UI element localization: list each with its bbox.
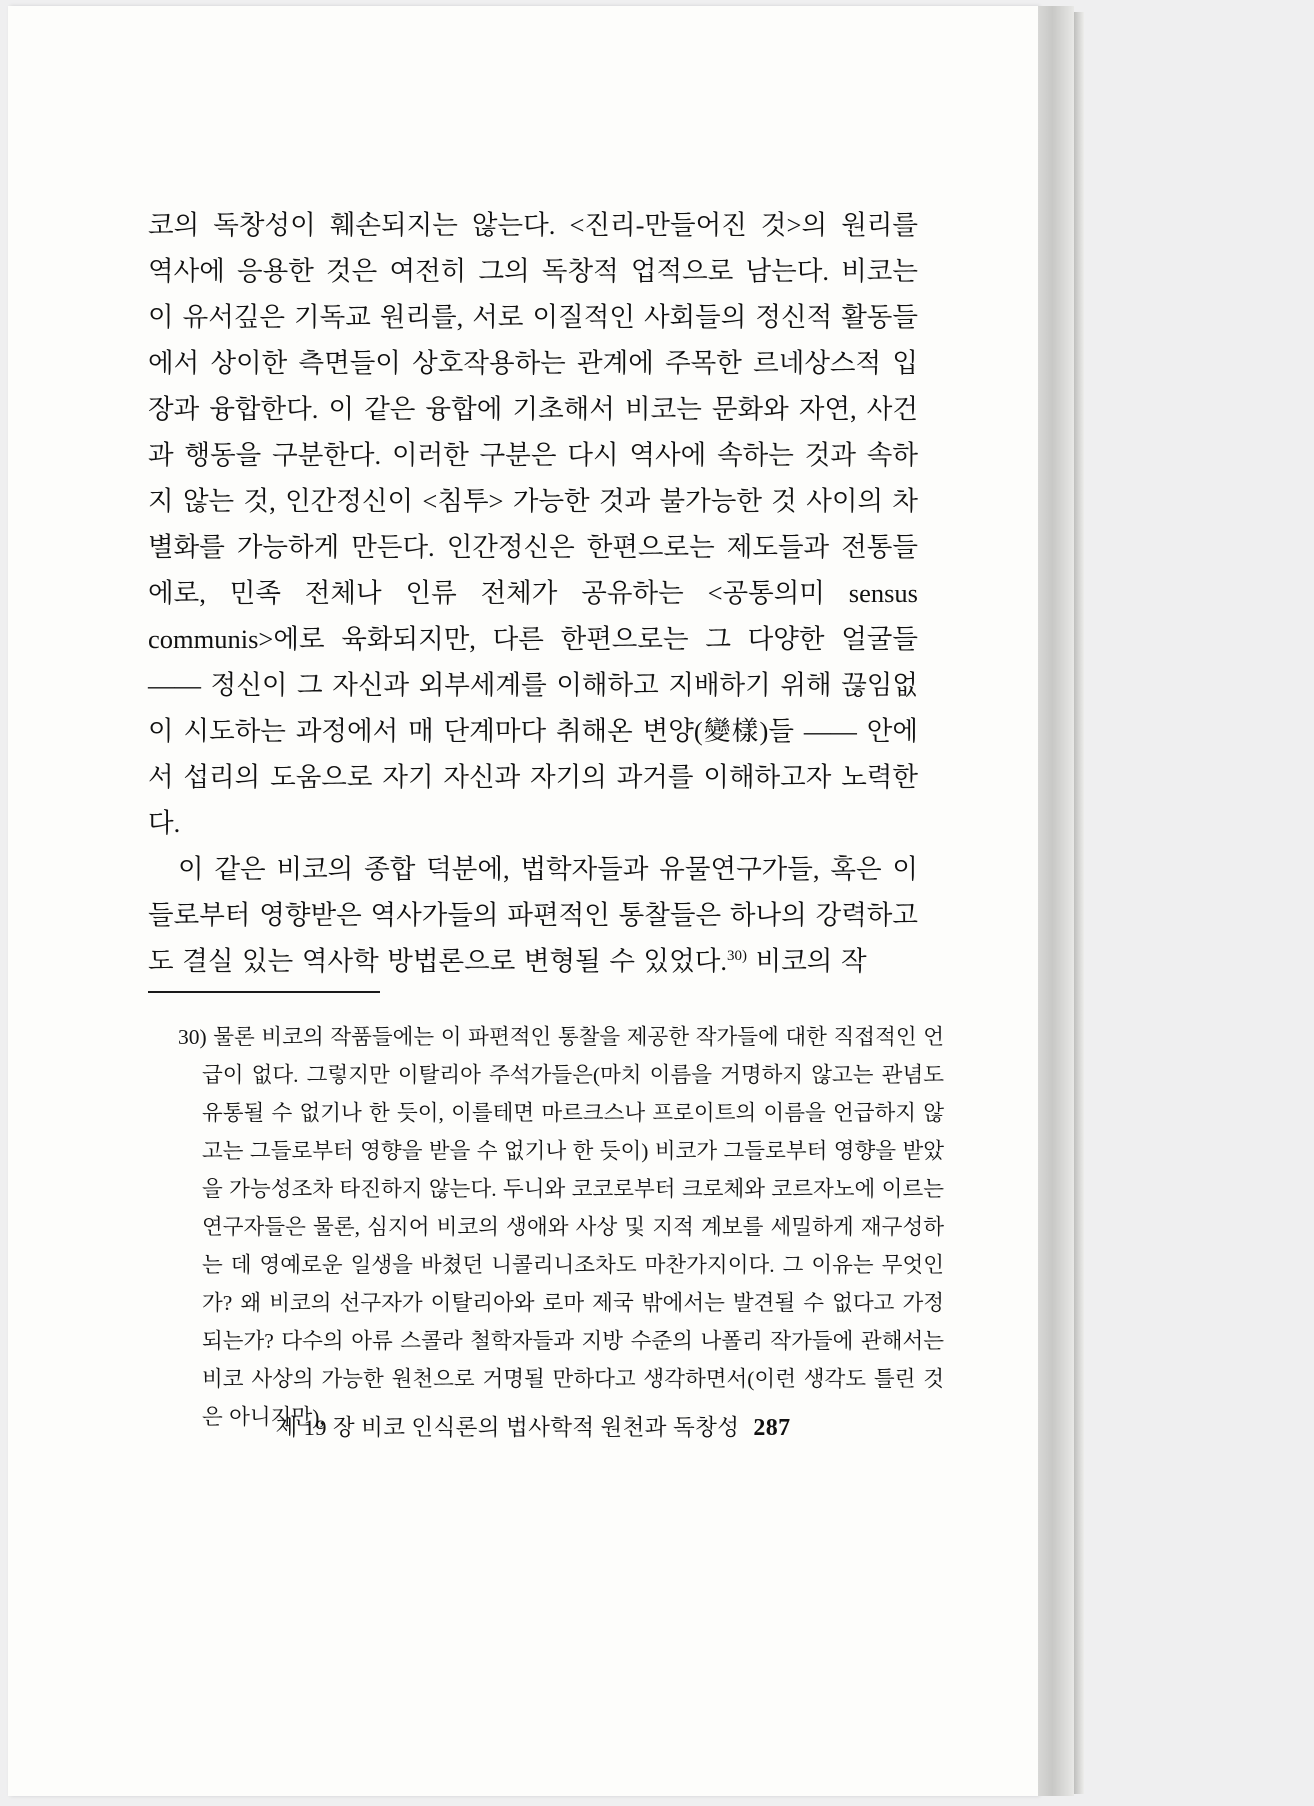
footnote-reference-marker[interactable]: 30)	[726, 948, 747, 965]
page-number: 287	[753, 1415, 791, 1441]
body-paragraph-2-text: 이 같은 비코의 종합 덕분에, 법학자들과 유물연구가들, 혹은 이들로부터 영향받은 역사가들의 파편적인 통찰들은 하나의 강력하고도 결실 있는 역사학 방법론으로 변형될 수 있었다.	[148, 854, 918, 976]
page-footer	[148, 1410, 918, 1442]
body-paragraph-2-tail: 비코의 작	[755, 946, 867, 976]
footnote-divider-rule	[148, 991, 380, 993]
running-head: 제 19 장 비코 인식론의 법사학적 원천과 독창성	[275, 1415, 740, 1440]
book-gutter-shadow	[1038, 6, 1074, 1796]
book-page-edge	[1074, 12, 1084, 1794]
body-paragraph-2	[148, 846, 918, 984]
body-paragraph-1: 코의 독창성이 훼손되지는 않는다. <진리-만들어진 것>의 원리를 역사에 응용한 것은 여전히 그의 독창적 업적으로 남는다. 비코는 이 유서깊은 기독교 원리를, 서로 이질적인 사회들의 정신적 활동들에서 상이한 측면들이 상호작용하는 관계에 주목한 르네상스적 입장과 융합한다. 이 같은 융합에 기초해서 비코는 문화와 자연, 사건과 행동을 구분한다. 이러한 구분은 다시 역사에 속하는 것과 속하지 않는 것, 인간정신이 <침투> 가능한 것과 불가능한 것 사이의 차별화를 가능하게 만든다. 인간정신은 한편으로는 제도들과 전통들에로, 민족 전체나 인류 전체가 공유하는 <공통의미 sensus communis>에로 육화되지만, 다른 한편으로는 그 다양한 얼굴들 —— 정신이 그 자신과 외부세계를 이해하고 지배하기 위해 끊임없이 시도하는 과정에서 매 단계마다 취해온 변양(變樣)들 —— 안에서 섭리의 도움으로 자기 자신과 자기의 과거를 이해하고자 노력한다.	[148, 210, 918, 838]
text-column	[148, 202, 918, 984]
footnote-text: 30) 물론 비코의 작품들에는 이 파편적인 통찰을 제공한 작가들에 대한 직접적인 언급이 없다. 그렇지만 이탈리아 주석가들은(마치 이름을 거명하지 않고는 관념도 유통될 수 없기나 한 듯이, 이를테면 마르크스나 프로이트의 이름을 언급하지 않고는 그들로부터 영향을 받을 수 없기나 한 듯이) 비코가 그들로부터 영향을 받았을 가능성조차 타진하지 않는다. 두니와 코코로부터 크로체와 코르자노에 이르는 연구자들은 물론, 심지어 비코의 생애와 사상 및 지적 계보를 세밀하게 재구성하는 데 영예로운 일생을 바쳤던 니콜리니조차도 마찬가지이다. 그 이유는 무엇인가? 왜 비코의 선구자가 이탈리아와 로마 제국 밖에서는 발견될 수 없다고 가정되는가? 다수의 아류 스콜라 철학자들과 지방 수준의 나폴리 작가들에 관해서는 비코 사상의 가능한 원천으로 거명될 만하다고 생각하면서(이런 생각도 틀린 것은 아니지만),	[178, 1025, 944, 1429]
page-sheet	[8, 6, 1038, 1796]
